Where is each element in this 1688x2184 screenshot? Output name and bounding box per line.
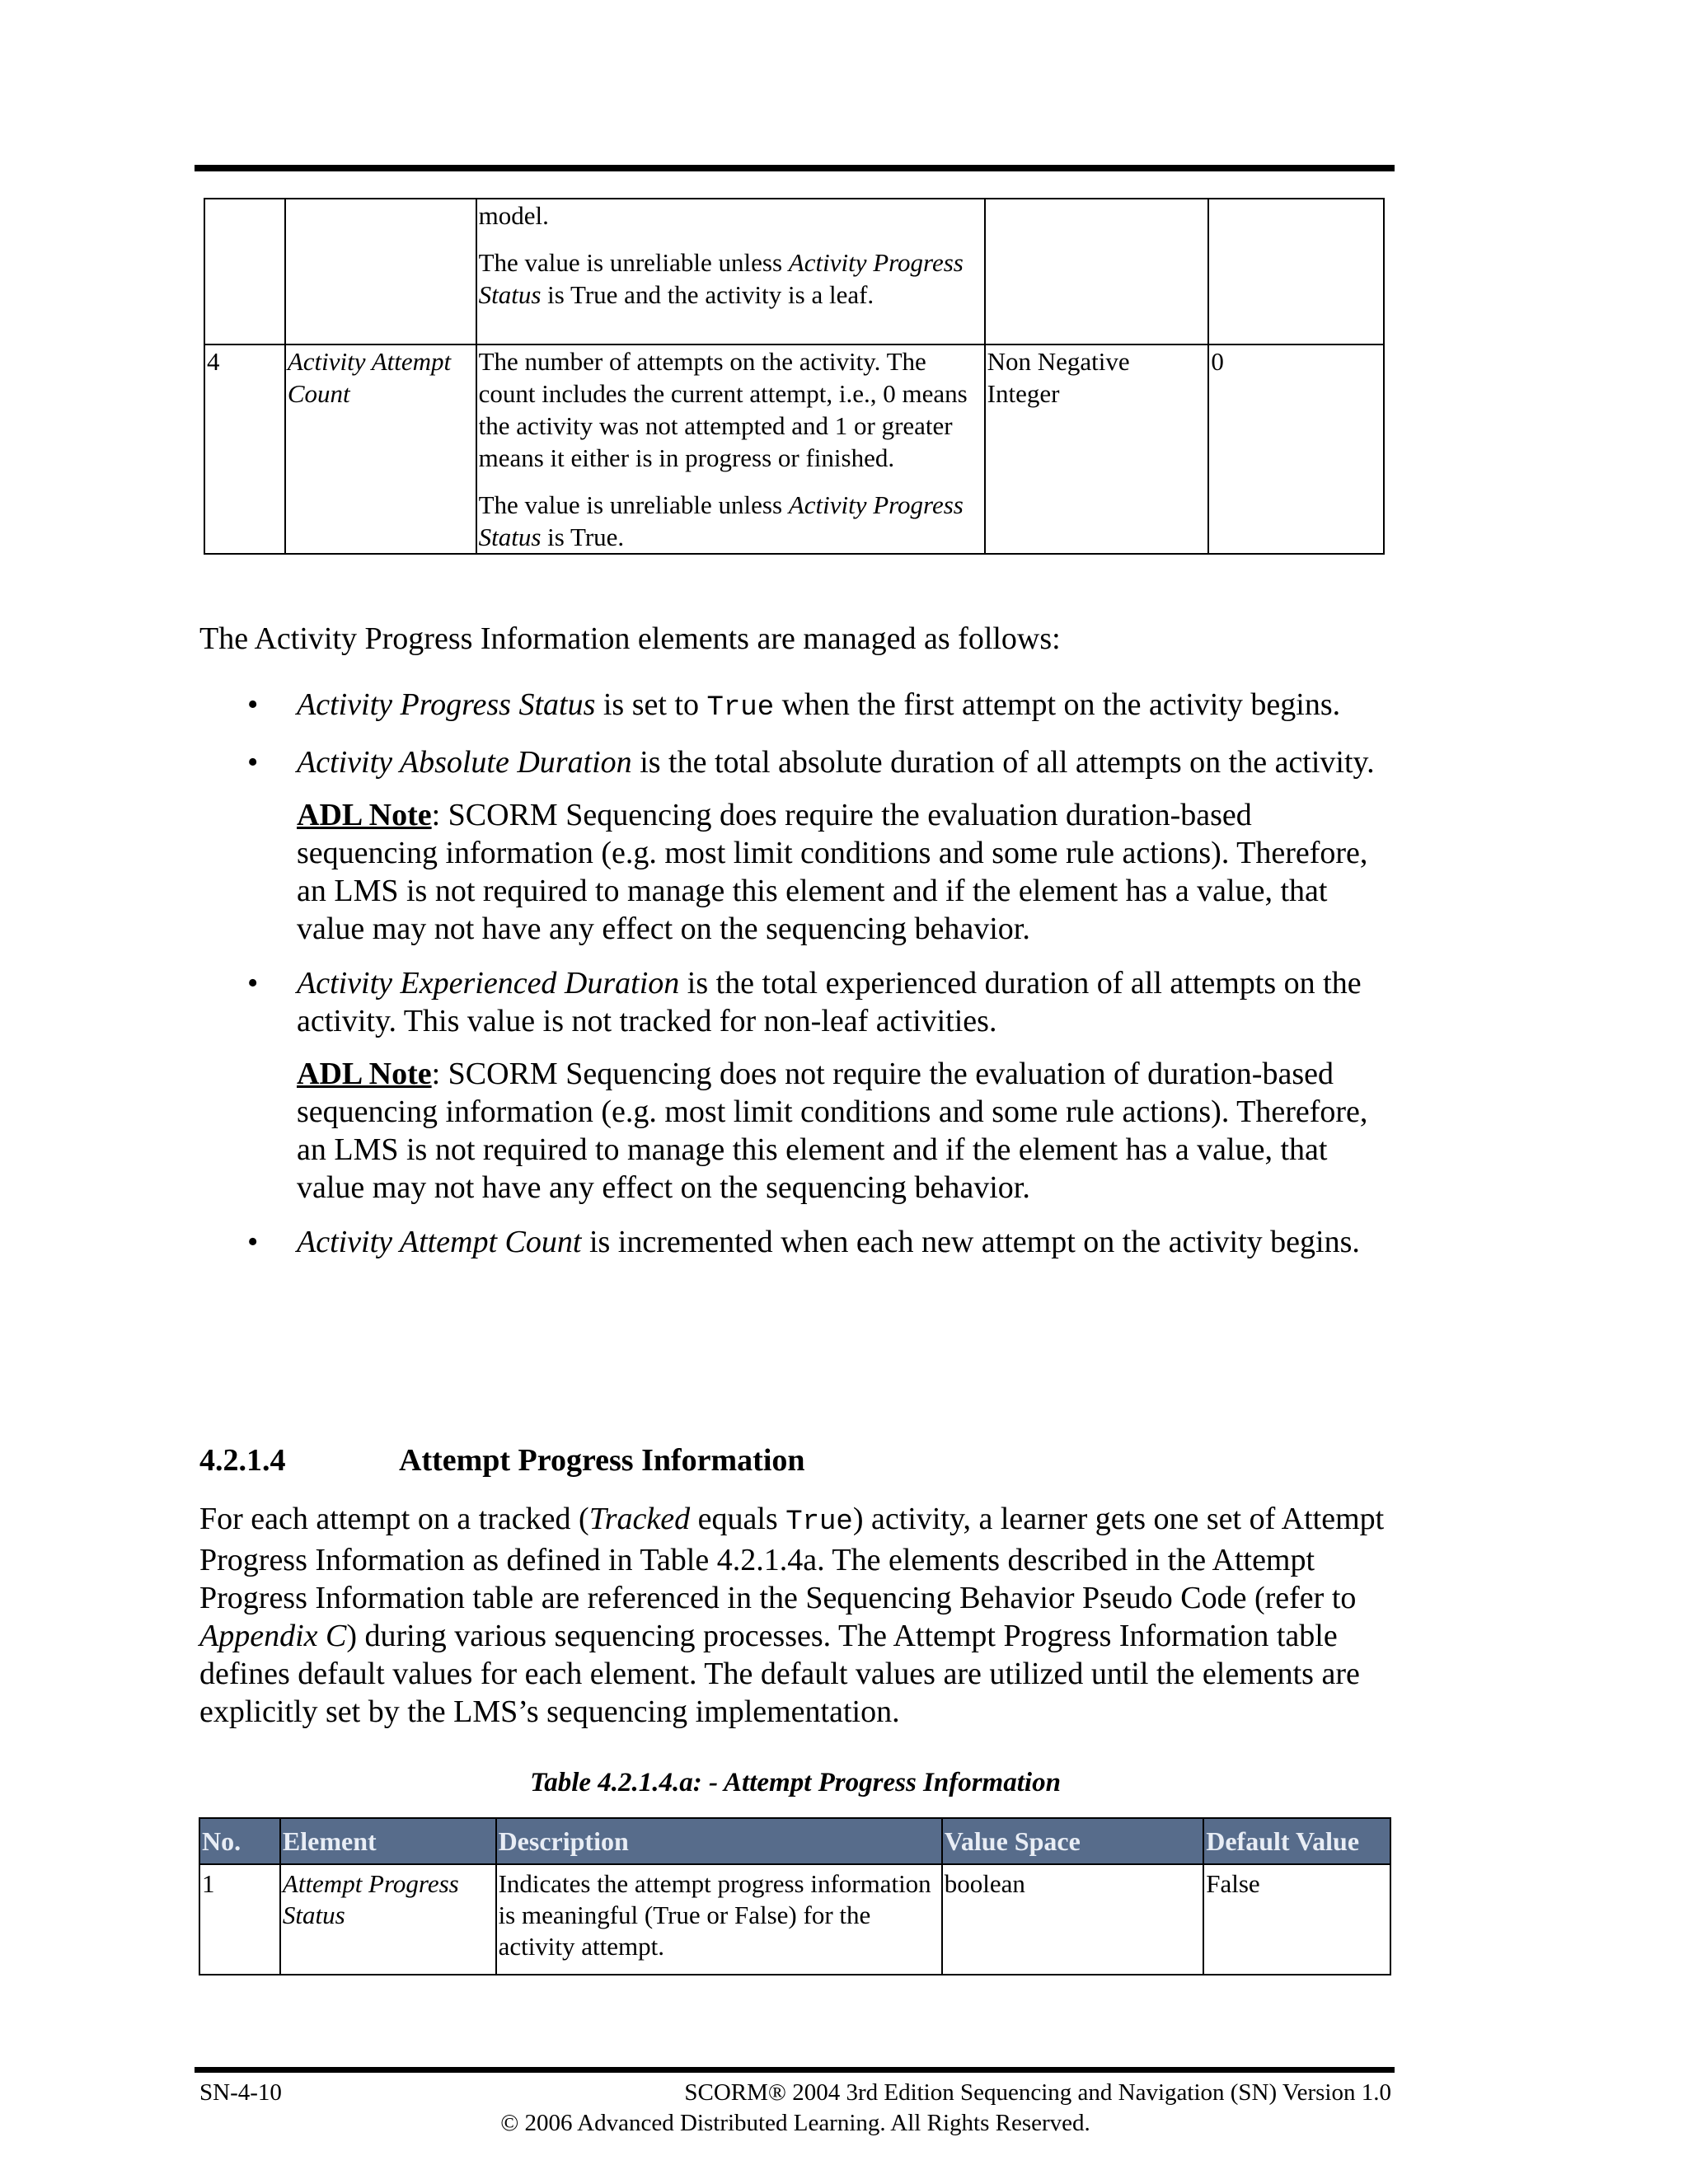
- table-row: [199, 1864, 1390, 1975]
- row-number: 4: [204, 344, 285, 554]
- description-text: Indicates the attempt progress information is meaningful (True or False) for the activity attempt.: [496, 1864, 942, 1975]
- element-name: Activity Attempt Count: [285, 344, 476, 554]
- footer-rule: [195, 2067, 1395, 2073]
- document-title: SCORM® 2004 3rd Edition Sequencing and Navigation (SN) Version 1.0: [684, 2079, 1391, 2106]
- table-header-row: [199, 1818, 1390, 1864]
- column-header-no: No.: [199, 1818, 280, 1864]
- table-caption: Table 4.2.1.4.a: - Attempt Progress Information: [530, 1768, 1061, 1797]
- table-row: [204, 344, 1384, 554]
- bullet-text: Activity Absolute Duration is the total absolute duration of all attempts on the activity.: [297, 745, 1375, 780]
- attempt-progress-table: [199, 1817, 1391, 1975]
- section-paragraph: For each attempt on a tracked (Tracked equals True) activity, a learner gets one set of Attempt Progress Information as defined in Table 4.2.1.4a. The elements described in the Attempt Progress Information table are referenced in the Sequencing Behavior Pseudo Code (refer to Appendix C) during various sequencing processes. The Attempt Progress Information table defines default values for each element. The default values are utilized until the elements are explicitly set by the LMS’s sequencing implementation.: [199, 1502, 1385, 1729]
- list-item: [199, 743, 1395, 948]
- header-rule: [195, 165, 1395, 171]
- column-header-default-value: Default Value: [1203, 1818, 1390, 1864]
- table-cell: [476, 344, 985, 554]
- description-text: The number of attempts on the activity. The count includes the current attempt, i.e., 0 means the activity was not attempted and 1 or greater means it either is in progress or finished.: [478, 347, 968, 472]
- table-row: [204, 199, 1384, 344]
- row-number: 1: [199, 1864, 280, 1975]
- description-text: The value is unreliable unless Activity Progress Status is True.: [478, 490, 964, 551]
- bullet-list: [199, 686, 1395, 1277]
- bullet-icon: •: [247, 745, 259, 780]
- activity-progress-table-continued: [204, 198, 1385, 555]
- column-header-description: Description: [496, 1818, 942, 1864]
- table-cell: [985, 199, 1209, 344]
- description-text: The value is unreliable unless Activity Progress Status is True and the activity is a leaf.: [478, 248, 964, 309]
- section-title: Attempt Progress Information: [399, 1443, 805, 1478]
- default-value: 0: [1208, 344, 1384, 554]
- value-space: Non Negative Integer: [985, 344, 1209, 554]
- bullet-icon: •: [247, 1225, 259, 1259]
- copyright: © 2006 Advanced Distributed Learning. All Rights Reserved.: [500, 2110, 1090, 2136]
- list-item: [199, 686, 1395, 727]
- bullet-text: Activity Progress Status is set to True when the first attempt on the activity begins.: [297, 687, 1341, 724]
- table-cell: [204, 199, 285, 344]
- bullet-text: Activity Experienced Duration is the total experienced duration of all attempts on the activity. This value is not tracked for non-leaf activities.: [297, 966, 1362, 1038]
- list-item: [199, 1223, 1395, 1261]
- table-cell: [285, 199, 476, 344]
- bullet-icon: •: [247, 966, 259, 1001]
- page-number: SN-4-10: [199, 2079, 282, 2106]
- section-number: 4.2.1.4: [199, 1443, 286, 1478]
- column-header-element: Element: [280, 1818, 496, 1864]
- section-heading: [199, 1442, 805, 1479]
- table-cell: [476, 199, 985, 344]
- description-text: model.: [478, 201, 549, 230]
- adl-note: ADL Note: SCORM Sequencing does require the evaluation duration-based sequencing information (e.g. most limit conditions and some rule actions). Therefore, an LMS is not required to manage this element and if the element has a value, that value may not have any effect on the sequencing behavior.: [297, 798, 1368, 946]
- value-space: boolean: [942, 1864, 1204, 1975]
- bullet-text: Activity Attempt Count is incremented when each new attempt on the activity begins.: [297, 1225, 1360, 1259]
- bullet-icon: •: [247, 687, 259, 722]
- intro-text: The Activity Progress Information elements are managed as follows:: [199, 621, 1061, 656]
- column-header-value-space: Value Space: [942, 1818, 1204, 1864]
- adl-note: ADL Note: SCORM Sequencing does not require the evaluation of duration-based sequencing information (e.g. most limit conditions and some rule actions). Therefore, an LMS is not required to manage this element and if the element has a value, that value may not have any effect on the sequencing behavior.: [297, 1057, 1368, 1205]
- element-name: Attempt Progress Status: [280, 1864, 496, 1975]
- list-item: [199, 964, 1395, 1207]
- default-value: False: [1203, 1864, 1390, 1975]
- table-cell: [1208, 199, 1384, 344]
